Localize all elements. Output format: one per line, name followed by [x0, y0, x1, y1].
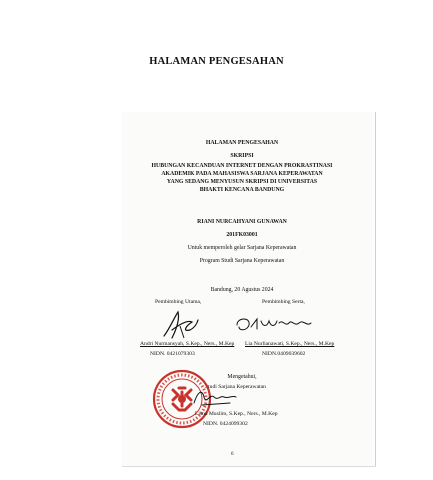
- supervisor1-name: Andri Nurmansyah, S.Kep., Ners., M.Kep: [140, 341, 235, 347]
- thesis-title-line: AKADEMIK PADA MAHASISWA SARJANA KEPERAWATAN: [161, 171, 323, 177]
- approval-role: Studi Sarjana Keperawatan: [205, 384, 266, 390]
- thesis-title-line: HUBUNGAN KECANDUAN INTERNET DENGAN PROKRASTINASI: [151, 163, 333, 169]
- sheet-heading: HALAMAN PENGESAHAN: [205, 140, 279, 146]
- approver-name: Lisna Muslim, S.Kep., Ners., M.Kep: [195, 411, 278, 417]
- student-id: 201FK03001: [226, 232, 258, 238]
- supervisor2-name: Lia Nurlianawati, S.Kep., Ners., M.Kep: [245, 341, 335, 347]
- place-date: Bandung, 20 Agustus 2024: [210, 287, 274, 293]
- supervisor1-role: Pembimbing Utama,: [155, 299, 202, 305]
- approval-label: Mengetahui,: [227, 374, 257, 380]
- degree-purpose: Untuk memperoleh gelar Sarjana Keperawatan: [187, 245, 297, 251]
- signature-supervisor2: [233, 313, 315, 335]
- scan-edge: [122, 466, 376, 467]
- approver-nidn: NIDN. 0424099302: [203, 421, 248, 427]
- scan-edge: [375, 112, 376, 466]
- signature-supervisor1: [160, 308, 200, 342]
- supervisor2-nidn: NIDN.0409039602: [262, 351, 306, 357]
- author-name: RIANI NURCAHYANI GUNAWAN: [197, 219, 287, 225]
- page-number: 6: [231, 452, 234, 457]
- document-type: SKRIPSI: [230, 153, 254, 159]
- thesis-title-line: BHAKTI KENCANA BANDUNG: [199, 187, 285, 193]
- signature-approver: [190, 387, 242, 409]
- supervisor2-role: Pembimbing Serta,: [262, 299, 305, 305]
- supervisor1-nidn: NIDN. 0421079303: [150, 351, 195, 357]
- page-title: HALAMAN PENGESAHAN: [149, 56, 284, 67]
- study-program: Program Studi Sarjana Keperawatan: [199, 258, 285, 264]
- thesis-title-line: YANG SEDANG MENYUSUN SKRIPSI DI UNIVERSITAS: [166, 179, 318, 185]
